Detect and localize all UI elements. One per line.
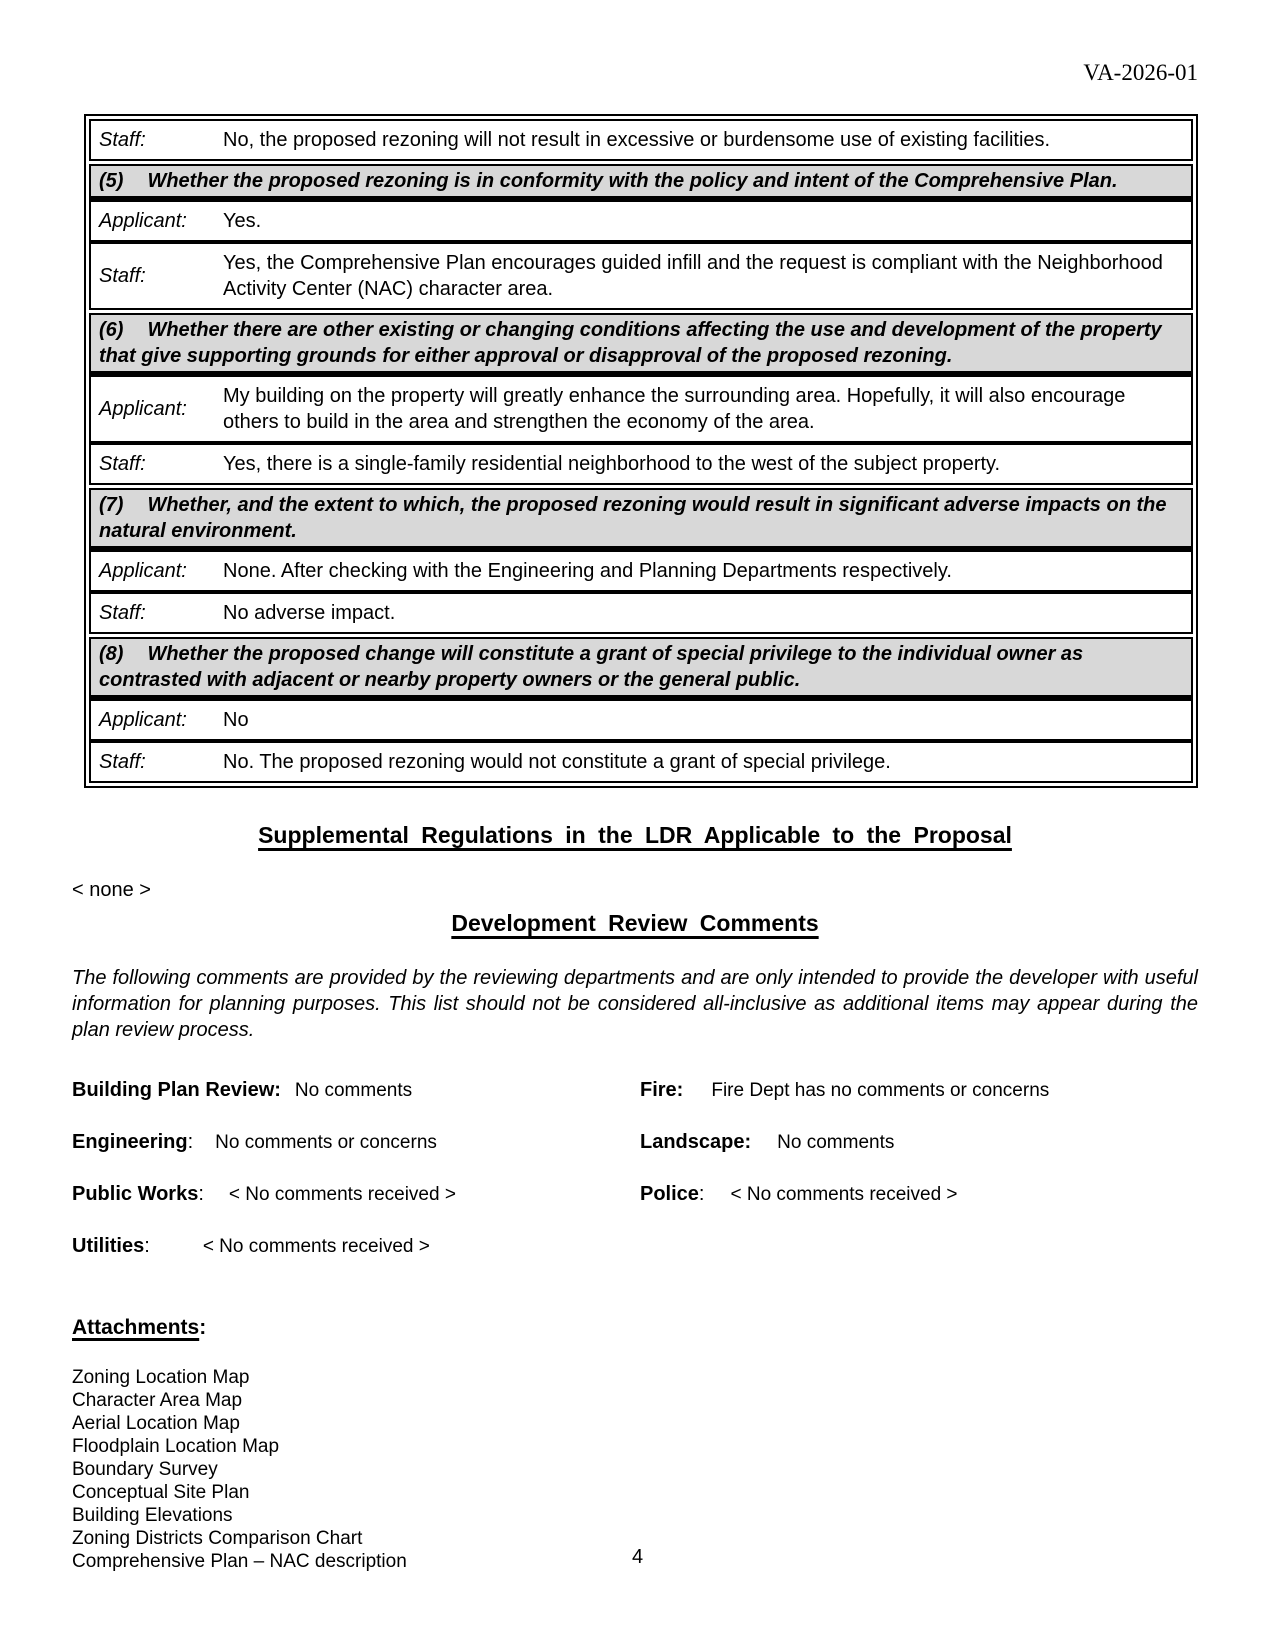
comment-label: Building Plan Review: [72,1079,281,1101]
comment-colon: : [198,1183,204,1205]
answer-text: None. After checking with the Engineering and Planning Departments respectively. [223,560,952,582]
table-question-row [89,637,1193,699]
attachment-item: Boundary Survey [72,1459,218,1480]
attachment-item: Aerial Location Map [72,1413,240,1434]
attachment-item: Zoning Districts Comparison Chart [72,1528,363,1549]
table-row [89,443,1193,485]
page-number: 4 [631,1546,644,1568]
table-question-row [89,313,1193,375]
comment-label: Police [640,1183,699,1205]
report-table [84,114,1198,788]
speaker-label: Staff: [99,129,146,151]
comment-value: Fire Dept has no comments or concerns [711,1080,1050,1101]
answer-text: Yes. [223,210,262,232]
question-text: Whether the proposed rezoning is in conformity with the policy and intent of the Comprehensive Plan. [147,170,1118,192]
speaker-label: Staff: [99,453,146,475]
answer-text: No [223,709,249,731]
comment-item-public-works [72,1183,640,1206]
question-number: (7) [99,494,124,516]
answer-text: Yes, there is a single-family residential neighborhood to the west of the subject property. [223,453,1001,475]
section-heading-supplemental-text: Supplemental Regulations in the LDR Applicable to the Proposal [258,822,1012,848]
question-number: (5) [99,170,124,192]
attachment-item: Conceptual Site Plan [72,1482,250,1503]
speaker-label: Staff: [99,751,146,773]
comment-item-fire [640,1079,1198,1102]
attachment-item: Building Elevations [72,1505,233,1526]
table-row [89,550,1193,592]
comment-item-landscape [640,1131,1198,1154]
section-heading-development-review [72,910,1198,937]
table-row [89,699,1193,741]
question-text: Whether there are other existing or changing conditions affecting the use and development of the property that give supporting grounds for either approval or disapproval of the proposed rezoning. [99,319,1162,367]
attachments-heading [72,1316,1198,1340]
question-number: (8) [99,643,124,665]
attachment-item: Floodplain Location Map [72,1436,280,1457]
comments-grid [72,1079,1198,1258]
table-row [89,741,1193,783]
comment-value: < No comments received > [730,1184,958,1205]
attachments-heading-colon: : [199,1316,207,1339]
comment-item-police [640,1183,1198,1206]
attachments-heading-text: Attachments [72,1316,200,1339]
table-question-row [89,488,1193,550]
attachments-list [72,1366,1198,1573]
answer-text: No, the proposed rezoning will not result in excessive or burdensome use of existing facilities. [223,129,1051,151]
answer-text: No adverse impact. [223,602,396,624]
attachment-item: Comprehensive Plan – NAC description [72,1551,407,1572]
table-row [89,375,1193,443]
comment-label: Engineering [72,1131,188,1153]
speaker-label: Applicant: [99,560,187,582]
section-heading-supplemental [72,822,1198,849]
speaker-label: Staff: [99,265,146,287]
comment-item-building-plan-review [72,1079,640,1102]
table-question-row [89,164,1193,200]
speaker-label: Applicant: [99,210,187,232]
comment-item-utilities [72,1235,640,1258]
question-number: (6) [99,319,124,341]
table-row [89,200,1193,242]
comment-colon: : [144,1235,150,1257]
doc-number: VA-2026-01 [1083,60,1198,85]
comment-colon: : [187,1131,194,1153]
comment-value: < No comments received > [228,1184,456,1205]
answer-text: My building on the property will greatly enhance the surrounding area. Hopefully, it will also encourage others to build in the area and strengthen the economy of the area. [223,385,1126,433]
comment-label: Fire: [640,1079,684,1101]
table-row [89,592,1193,634]
table-row [89,242,1193,310]
answer-text: No. The proposed rezoning would not constitute a grant of special privilege. [223,751,891,773]
attachment-item: Character Area Map [72,1390,243,1411]
comment-item-engineering [72,1131,640,1154]
comment-value: No comments or concerns [215,1132,437,1153]
speaker-label: Staff: [99,602,146,624]
question-text: Whether the proposed change will constitute a grant of special privilege to the individual owner as contrasted with adjacent or nearby property owners or the general public. [99,643,1084,691]
comment-label: Landscape: [640,1131,752,1153]
comment-label: Utilities [72,1235,145,1257]
question-text: Whether, and the extent to which, the proposed rezoning would result in significant adverse impacts on the natural environment. [99,494,1167,542]
supplemental-content: < none > [72,879,151,901]
comment-value: No comments [294,1080,413,1101]
comment-label: Public Works [72,1183,199,1205]
review-intro-paragraph: The following comments are provided by the reviewing departments and are only intended to provide the developer with useful information for planning purposes. This list should not be considered all-inclusive as additional items may appear during the plan review process. [72,967,1198,1041]
table-row [89,119,1193,161]
speaker-label: Applicant: [99,709,187,731]
comment-value: < No comments received > [202,1236,430,1257]
speaker-label: Applicant: [99,398,187,420]
section-heading-development-review-text: Development Review Comments [451,910,819,936]
attachment-item: Zoning Location Map [72,1367,250,1388]
comment-colon: : [698,1183,705,1205]
answer-text: Yes, the Comprehensive Plan encourages guided infill and the request is compliant with the Neighborhood Activity Center (NAC) character area. [223,252,1163,300]
comment-value: No comments [777,1132,895,1153]
